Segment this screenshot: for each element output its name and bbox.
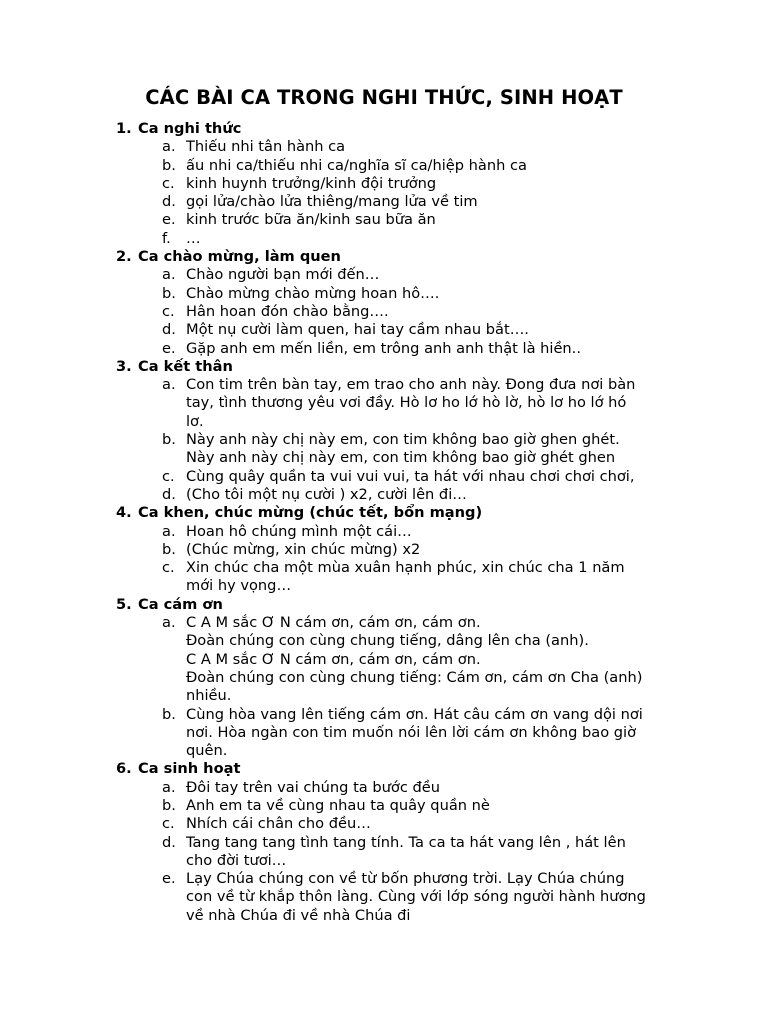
list-item (116, 779, 686, 797)
item-letter: e. (162, 339, 176, 357)
item-text-line: kinh trước bữa ăn/kinh sau bữa ăn (186, 211, 436, 229)
item-letter: e. (162, 870, 176, 888)
item-text-line: Hân hoan đón chào bằng…. (186, 302, 389, 320)
item-text (186, 138, 686, 156)
list-item (116, 797, 686, 815)
section-heading-text: Ca kết thân (138, 357, 233, 375)
section (116, 596, 686, 761)
item-text (186, 266, 686, 284)
section-list (116, 120, 686, 925)
section (116, 504, 686, 595)
item-text (186, 486, 686, 504)
list-item (116, 303, 686, 321)
item-text-line: gọi lửa/chào lửa thiêng/mang lửa về tim (186, 193, 478, 211)
section-number: 2. (116, 248, 132, 266)
item-text (186, 193, 686, 211)
section-number: 5. (116, 595, 132, 613)
item-text (186, 230, 686, 248)
list-item (116, 706, 686, 761)
list-item (116, 834, 686, 871)
section-heading (116, 120, 686, 138)
item-letter: b. (162, 705, 176, 723)
item-letter: d. (162, 193, 176, 211)
item-text (186, 614, 686, 705)
item-text-line: con về từ khắp thôn làng. Cùng với lớp sóng người hành hương (186, 888, 646, 906)
item-list (116, 523, 686, 596)
item-text-line: quên. (186, 742, 228, 760)
item-letter: c. (162, 302, 175, 320)
item-text-line: cho đời tươi… (186, 851, 287, 869)
item-letter: d. (162, 485, 176, 503)
list-item (116, 523, 686, 541)
item-text (186, 468, 686, 486)
section-number: 4. (116, 504, 132, 522)
item-text (186, 431, 686, 468)
item-text-line: lơ. (186, 412, 204, 430)
item-letter: a. (162, 778, 176, 796)
item-letter: b. (162, 540, 176, 558)
section-heading (116, 248, 686, 266)
item-list (116, 138, 686, 248)
list-item (116, 175, 686, 193)
item-text (186, 541, 686, 559)
list-item (116, 541, 686, 559)
item-text (186, 706, 686, 761)
item-text (186, 376, 686, 431)
item-letter: e. (162, 211, 176, 229)
item-letter: a. (162, 522, 176, 540)
item-letter: c. (162, 467, 175, 485)
item-text-line: Thiếu nhi tân hành ca (186, 138, 346, 156)
item-text-line: Xin chúc cha một mùa xuân hạnh phúc, xin chúc cha 1 năm (186, 559, 625, 577)
item-text (186, 157, 686, 175)
item-text-line: Con tim trên bàn tay, em trao cho anh này. Đong đưa nơi bàn (186, 376, 636, 394)
list-item (116, 376, 686, 431)
section (116, 248, 686, 358)
list-item (116, 815, 686, 833)
list-item (116, 193, 686, 211)
section (116, 120, 686, 248)
item-text-line: ấu nhi ca/thiếu nhi ca/nghĩa sĩ ca/hiệp hành ca (186, 156, 527, 174)
section-heading (116, 596, 686, 614)
item-text (186, 815, 686, 833)
item-letter: a. (162, 614, 176, 632)
item-text (186, 321, 686, 339)
item-text-line: kinh huynh trưởng/kinh đội trưởng (186, 174, 437, 192)
item-text (186, 559, 686, 596)
item-letter: b. (162, 284, 176, 302)
item-letter: f. (162, 229, 171, 247)
item-text-line: mới hy vọng… (186, 577, 292, 595)
item-text (186, 340, 686, 358)
item-text-line: nơi. Hòa ngàn con tim muốn nói lên lời cám ơn không bao giờ (186, 723, 637, 741)
item-list (116, 376, 686, 504)
item-text-line: Này anh này chị này em, con tim không bao giờ ghen ghét. (186, 431, 620, 449)
section-heading (116, 760, 686, 778)
item-text (186, 870, 686, 925)
section (116, 760, 686, 925)
section-heading-text: Ca nghi thức (138, 120, 242, 137)
item-text-line: tay, tình thương yêu vơi đầy. Hò lơ ho lớ hò lờ, hò lơ ho lớ hó (186, 394, 627, 412)
item-list (116, 779, 686, 925)
section-heading (116, 358, 686, 376)
section-number: 3. (116, 357, 132, 375)
item-letter: a. (162, 138, 176, 156)
item-text-line: Đoàn chúng con cùng chung tiếng, dâng lên cha (anh). (186, 632, 589, 650)
item-text (186, 175, 686, 193)
item-text-line: Chào người bạn mới đến… (186, 266, 380, 284)
item-text-line: Đôi tay trên vai chúng ta bước đều (186, 778, 440, 796)
item-letter: c. (162, 559, 175, 577)
list-item (116, 157, 686, 175)
item-letter: c. (162, 815, 175, 833)
list-item (116, 468, 686, 486)
item-text-line: Hoan hô chúng mình một cái… (186, 522, 412, 540)
item-letter: d. (162, 321, 176, 339)
item-list (116, 266, 686, 357)
item-text-line: Một nụ cười làm quen, hai tay cầm nhau bắt…. (186, 321, 529, 339)
item-text-line: Anh em ta về cùng nhau ta quây quần nè (186, 796, 490, 814)
item-text-line: Lạy Chúa chúng con về từ bốn phương trời. Lạy Chúa chúng (186, 870, 625, 888)
section-heading-text: Ca sinh hoạt (138, 760, 241, 778)
list-item (116, 138, 686, 156)
item-text-line: Tang tang tang tình tang tính. Ta ca ta hát vang lên , hát lên (186, 833, 626, 851)
item-letter: a. (162, 376, 176, 394)
list-item (116, 431, 686, 468)
item-text-line: Nhích cái chân cho đều… (186, 815, 371, 833)
item-letter: c. (162, 174, 175, 192)
list-item (116, 230, 686, 248)
section-number: 6. (116, 760, 132, 778)
item-text-line: Cùng hòa vang lên tiếng cám ơn. Hát câu cám ơn vang dội nơi (186, 705, 643, 723)
list-item (116, 321, 686, 339)
item-letter: b. (162, 796, 176, 814)
item-letter: b. (162, 431, 176, 449)
section (116, 358, 686, 504)
list-item (116, 211, 686, 229)
item-text-line: … (186, 229, 201, 247)
item-letter: d. (162, 833, 176, 851)
item-text (186, 523, 686, 541)
page-title: CÁC BÀI CA TRONG NGHI THỨC, SINH HOẠT (145, 86, 623, 109)
list-item (116, 559, 686, 596)
item-text-line: Chào mừng chào mừng hoan hô…. (186, 284, 440, 302)
item-text-line: về nhà Chúa đi về nhà Chúa đi (186, 906, 411, 924)
list-item (116, 266, 686, 284)
item-letter: b. (162, 156, 176, 174)
section-heading-text: Ca khen, chúc mừng (chúc tết, bổn mạng) (138, 504, 483, 522)
item-text-line: Này anh này chị này em, con tim không bao giờ ghét ghen (186, 449, 616, 467)
item-text (186, 779, 686, 797)
list-item (116, 285, 686, 303)
item-text-line: (Cho tôi một nụ cười ) x2, cười lên đi… (186, 485, 467, 503)
item-text-line: C A M sắc Ơ N cám ơn, cám ơn, cám ơn. (186, 614, 481, 632)
item-text (186, 285, 686, 303)
item-text (186, 797, 686, 815)
item-text-line: nhiều. (186, 687, 232, 705)
item-letter: a. (162, 266, 176, 284)
item-text-line: Cùng quây quần ta vui vui vui, ta hát với nhau chơi chơi chơi, (186, 467, 635, 485)
list-item (116, 340, 686, 358)
item-text-line: Đoàn chúng con cùng chung tiếng: Cám ơn, cám ơn Cha (anh) (186, 668, 643, 686)
list-item (116, 870, 686, 925)
item-list (116, 614, 686, 760)
list-item (116, 614, 686, 705)
item-text (186, 303, 686, 321)
item-text-line: (Chúc mừng, xin chúc mừng) x2 (186, 540, 421, 558)
section-heading-text: Ca chào mừng, làm quen (138, 248, 341, 266)
item-text-line: Gặp anh em mến liền, em trông anh anh thật là hiền.. (186, 339, 581, 357)
section-heading (116, 504, 686, 522)
item-text (186, 834, 686, 871)
item-text (186, 211, 686, 229)
list-item (116, 486, 686, 504)
item-text-line: C A M sắc Ơ N cám ơn, cám ơn, cám ơn. (186, 650, 481, 668)
section-number: 1. (116, 120, 132, 137)
section-heading-text: Ca cám ơn (138, 595, 223, 613)
